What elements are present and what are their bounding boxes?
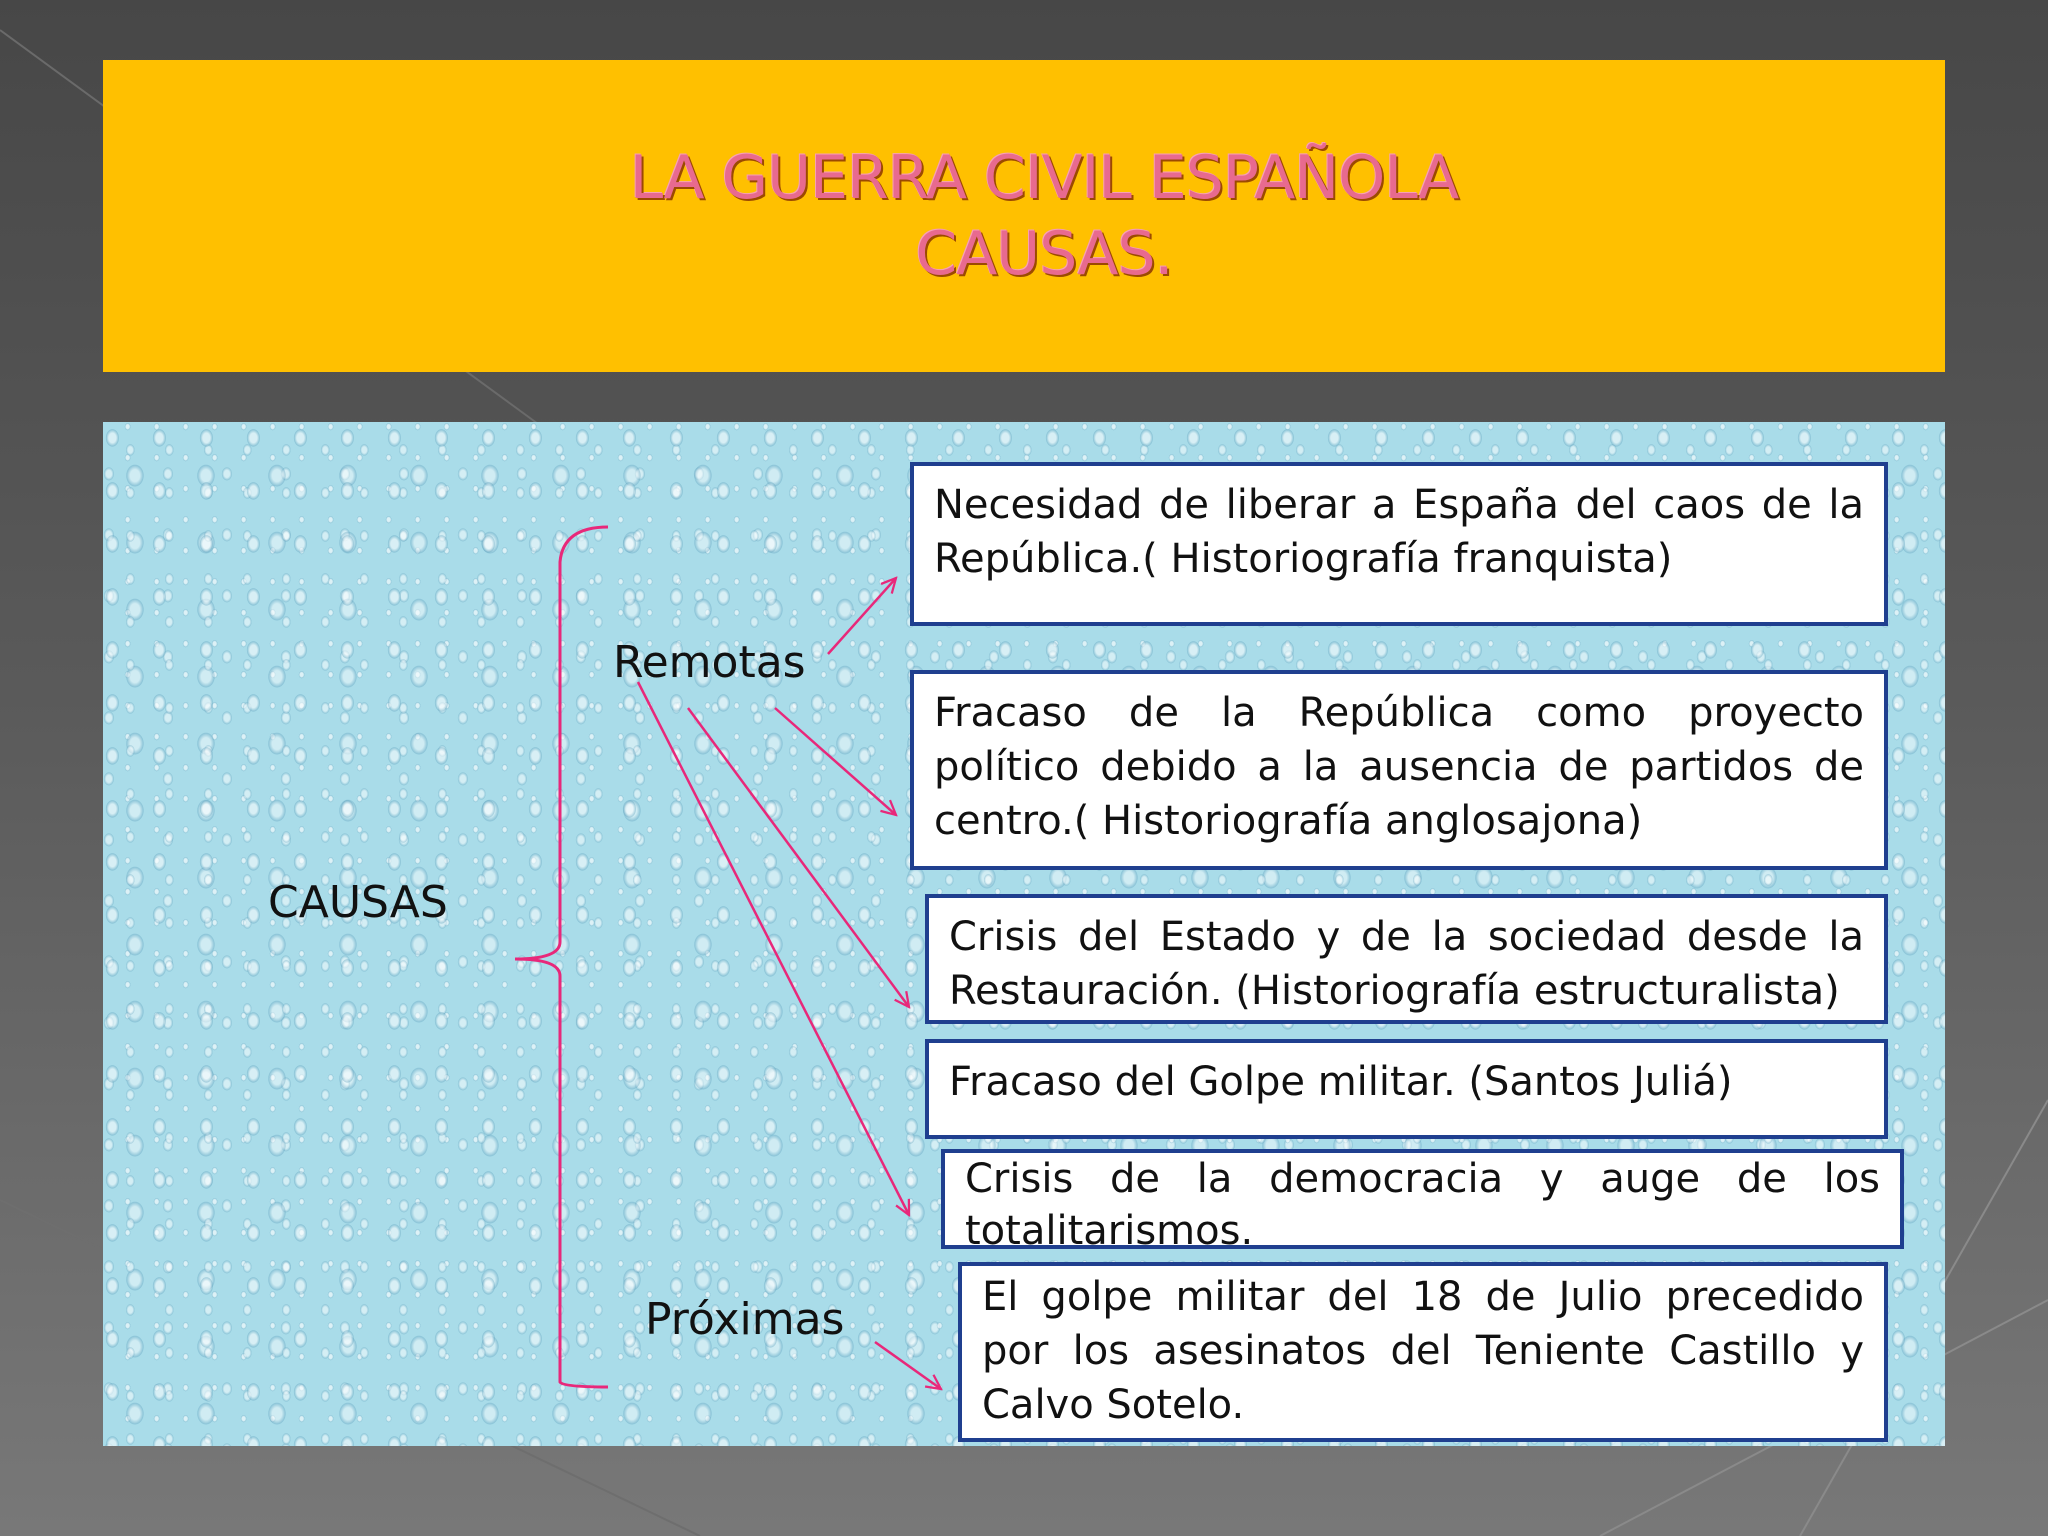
arrow-remotas-to-cause-1	[828, 578, 896, 654]
cause-box-5: Crisis de la democracia y auge de los totalitarismos.	[941, 1149, 1904, 1249]
cause-box-3: Crisis del Estado y de la sociedad desde la Restauración. (Historiografía estructuralista)	[925, 894, 1888, 1024]
cause-box-6: El golpe militar del 18 de Julio precedido por los asesinatos del Teniente Castillo y Calvo Sotelo.	[958, 1262, 1888, 1442]
main-brace	[515, 527, 608, 1387]
arrow-proximas-to-cause-6	[875, 1342, 941, 1389]
title-line-1: LA GUERRA CIVIL ESPAÑOLA	[629, 143, 1459, 213]
cause-box-4: Fracaso del Golpe militar. (Santos Juliá)	[925, 1039, 1888, 1139]
arrow-remotas-to-cause-3	[688, 708, 909, 1007]
root-label-causas: CAUSAS	[268, 877, 448, 928]
arrow-remotas-to-cause-5	[638, 682, 909, 1215]
cause-box-1: Necesidad de liberar a España del caos de la República.( Historiografía franquista)	[910, 462, 1888, 626]
branch-label-remotas: Remotas	[613, 637, 806, 688]
title-banner	[103, 60, 1945, 372]
branch-label-proximas: Próximas	[645, 1294, 845, 1345]
title-line-2: CAUSAS.	[915, 219, 1173, 289]
arrow-remotas-to-cause-2	[775, 708, 896, 815]
cause-box-2: Fracaso de la República como proyecto político debido a la ausencia de partidos de centro.( Historiografía anglosajona)	[910, 670, 1888, 870]
diagram-panel	[103, 422, 1945, 1446]
